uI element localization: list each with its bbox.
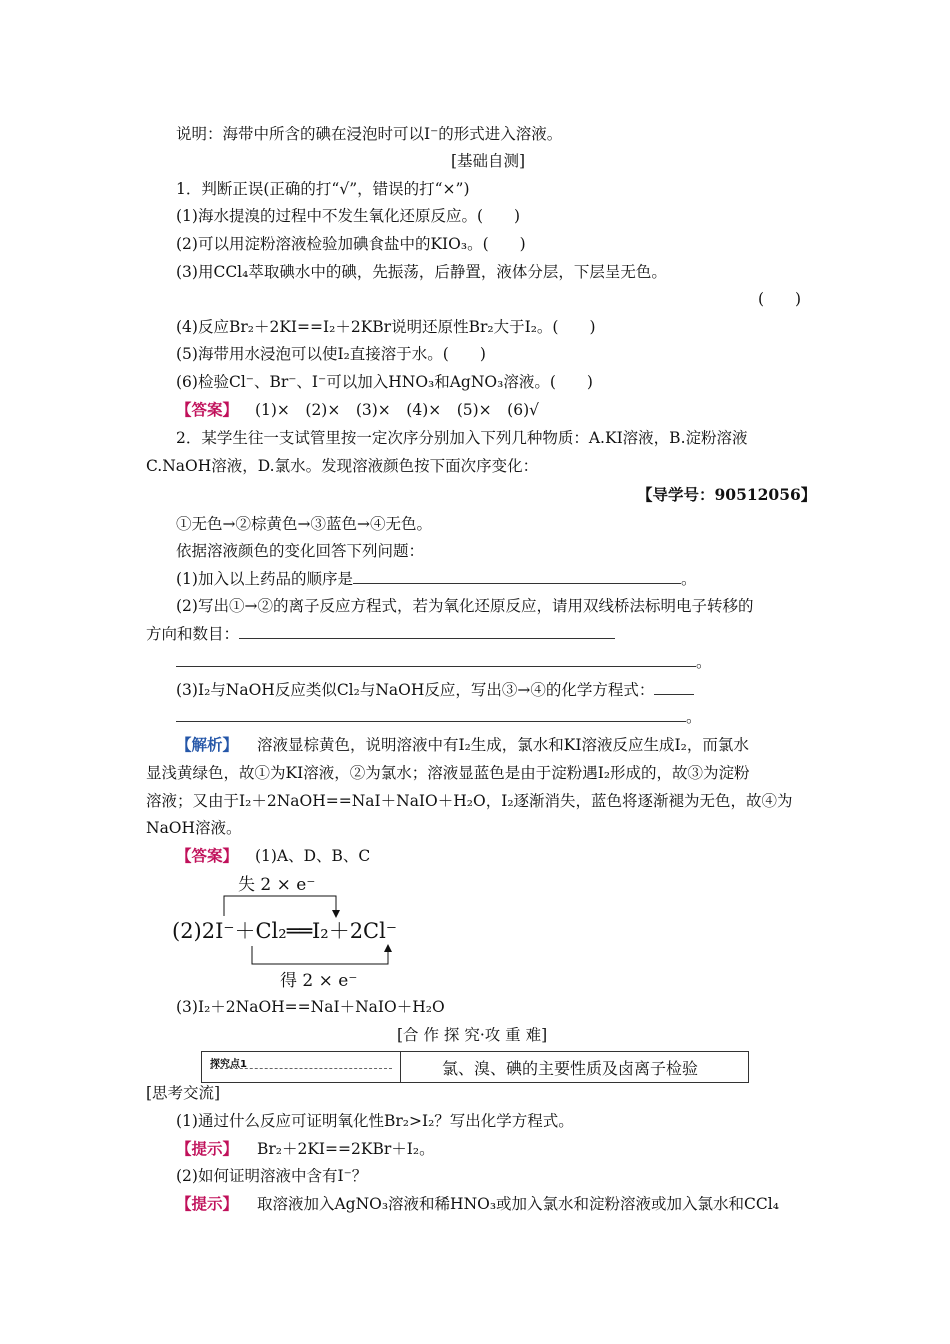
think-hint-1: 【提示】 Br₂＋2KI==2KBr＋I₂。 <box>176 1139 435 1158</box>
answer-tag: 【答案】 <box>176 846 239 865</box>
topic-badge-cell <box>202 1052 401 1082</box>
color-sequence: ①无色→②棕黄色→③蓝色→④无色。 <box>176 515 432 533</box>
lost-bracket <box>224 896 336 916</box>
answer-blank <box>176 707 686 722</box>
question-2-stem: 2．某学生往一支试管里按一定次序分别加入下列几种物质：A.KI溶液，B.淀粉溶液 <box>176 429 748 447</box>
question-2-answer: 【答案】 (1)A、D、B、C <box>176 846 371 865</box>
question-1-item: (6)检验Cl⁻、Br⁻、I⁻可以加入HNO₃和AgNO₃溶液。( ) <box>176 373 593 391</box>
electron-lost-label: 失 2 × e⁻ <box>238 875 316 895</box>
question-2-stem: C.NaOH溶液，D.氯水。发现溶液颜色按下面次序变化： <box>146 457 539 475</box>
analysis-line: NaOH溶液。 <box>146 819 242 837</box>
question-1-item: (3)用CCl₄萃取碘水中的碘，先振荡，后静置，液体分层，下层呈无色。 <box>176 263 667 281</box>
ionic-equation: (2)2I⁻＋Cl₂══I₂＋2Cl⁻ <box>172 919 397 943</box>
answer-tag: 【答案】 <box>176 400 239 419</box>
section-heading-basic: [基础自测] <box>451 152 526 170</box>
topic-banner <box>201 1051 749 1083</box>
question-1-item: (4)反应Br₂＋2KI==I₂＋2KBr说明还原性Br₂大于I₂。( ) <box>176 318 596 336</box>
topic-badge: 探究点1 <box>210 1059 247 1070</box>
hint-tag: 【提示】 <box>176 1139 239 1158</box>
section-heading-explore: [合 作 探 究·攻 重 难] <box>397 1026 548 1044</box>
answer-blank <box>176 652 696 667</box>
question-2-sub-3: (3)I₂与NaOH反应类似Cl₂与NaOH反应，写出③→④的化学方程式： <box>176 680 694 700</box>
question-1-stem: 1．判断正误(正确的打“√”，错误的打“×”) <box>176 180 470 198</box>
question-2-prompt: 依据溶液颜色的变化回答下列问题： <box>176 542 425 560</box>
question-2-sub-2-line: 。 <box>176 652 712 672</box>
analysis-line: 溶液；又由于I₂＋2NaOH==NaI＋NaIO＋H₂O，I₂逐渐消失，蓝色将逐渐褪为无色，故④为 <box>146 792 793 810</box>
question-2-sub-2-cont: 方向和数目： <box>146 624 615 644</box>
question-1-answer <box>176 400 539 420</box>
answer-text: (1)× (2)× (3)× (4)× (5)× (6)√ <box>254 401 540 419</box>
electron-transfer-diagram <box>168 868 438 994</box>
think-heading: [思考交流] <box>146 1084 221 1102</box>
question-2-sub-3-line: 。 <box>176 707 702 727</box>
think-question-1: (1)通过什么反应可证明氧化性Br₂>I₂？写出化学方程式。 <box>176 1112 574 1130</box>
question-1-item: (1)海水提溴的过程中不发生氧化还原反应。( ) <box>176 207 521 225</box>
gain-bracket <box>252 946 388 964</box>
analysis-line: 显浅黄绿色，故①为KI溶液，②为氯水；溶液显蓝色是由于淀粉遇I₂形成的，故③为淀粉 <box>146 764 750 782</box>
question-2-sub-2: (2)写出①→②的离子反应方程式，若为氧化还原反应，请用双线桥法标明电子转移的 <box>176 597 754 615</box>
question-1-item: (5)海带用水浸泡可以使I₂直接溶于水。( ) <box>176 345 486 363</box>
hint-tag: 【提示】 <box>176 1194 239 1213</box>
guide-number: 【导学号：90512056】 <box>637 485 817 504</box>
think-question-2: (2)如何证明溶液中含有I⁻？ <box>176 1167 368 1185</box>
analysis-line: 【解析】 溶液显棕黄色，说明溶液中有I₂生成，氯水和KI溶液反应生成I₂，而氯水 <box>176 735 749 754</box>
arrow-down-icon <box>332 910 340 918</box>
electron-gain-label: 得 2 × e⁻ <box>280 971 358 991</box>
question-1-item-bracket: ( ) <box>758 290 802 308</box>
question-2-answer-3: (3)I₂＋2NaOH==NaI＋NaIO＋H₂O <box>176 998 445 1016</box>
arrow-up-icon <box>384 944 392 952</box>
analysis-tag: 【解析】 <box>176 735 239 754</box>
question-1-item: (2)可以用淀粉溶液检验加碘食盐中的KIO₃。( ) <box>176 235 526 253</box>
answer-blank <box>353 569 681 584</box>
intro-note: 说明：海带中所含的碘在浸泡时可以I⁻的形式进入溶液。 <box>176 125 563 143</box>
dotted-divider <box>210 1068 392 1069</box>
question-2-sub-1: (1)加入以上药品的顺序是 。 <box>176 570 697 588</box>
topic-title: 氯、溴、碘的主要性质及卤离子检验 <box>442 1059 699 1078</box>
answer-blank <box>654 680 694 695</box>
think-hint-2: 【提示】 取溶液加入AgNO₃溶液和稀HNO₃或加入氯水和淀粉溶液或加入氯水和CCl₄ <box>176 1194 779 1213</box>
answer-blank <box>239 624 615 639</box>
